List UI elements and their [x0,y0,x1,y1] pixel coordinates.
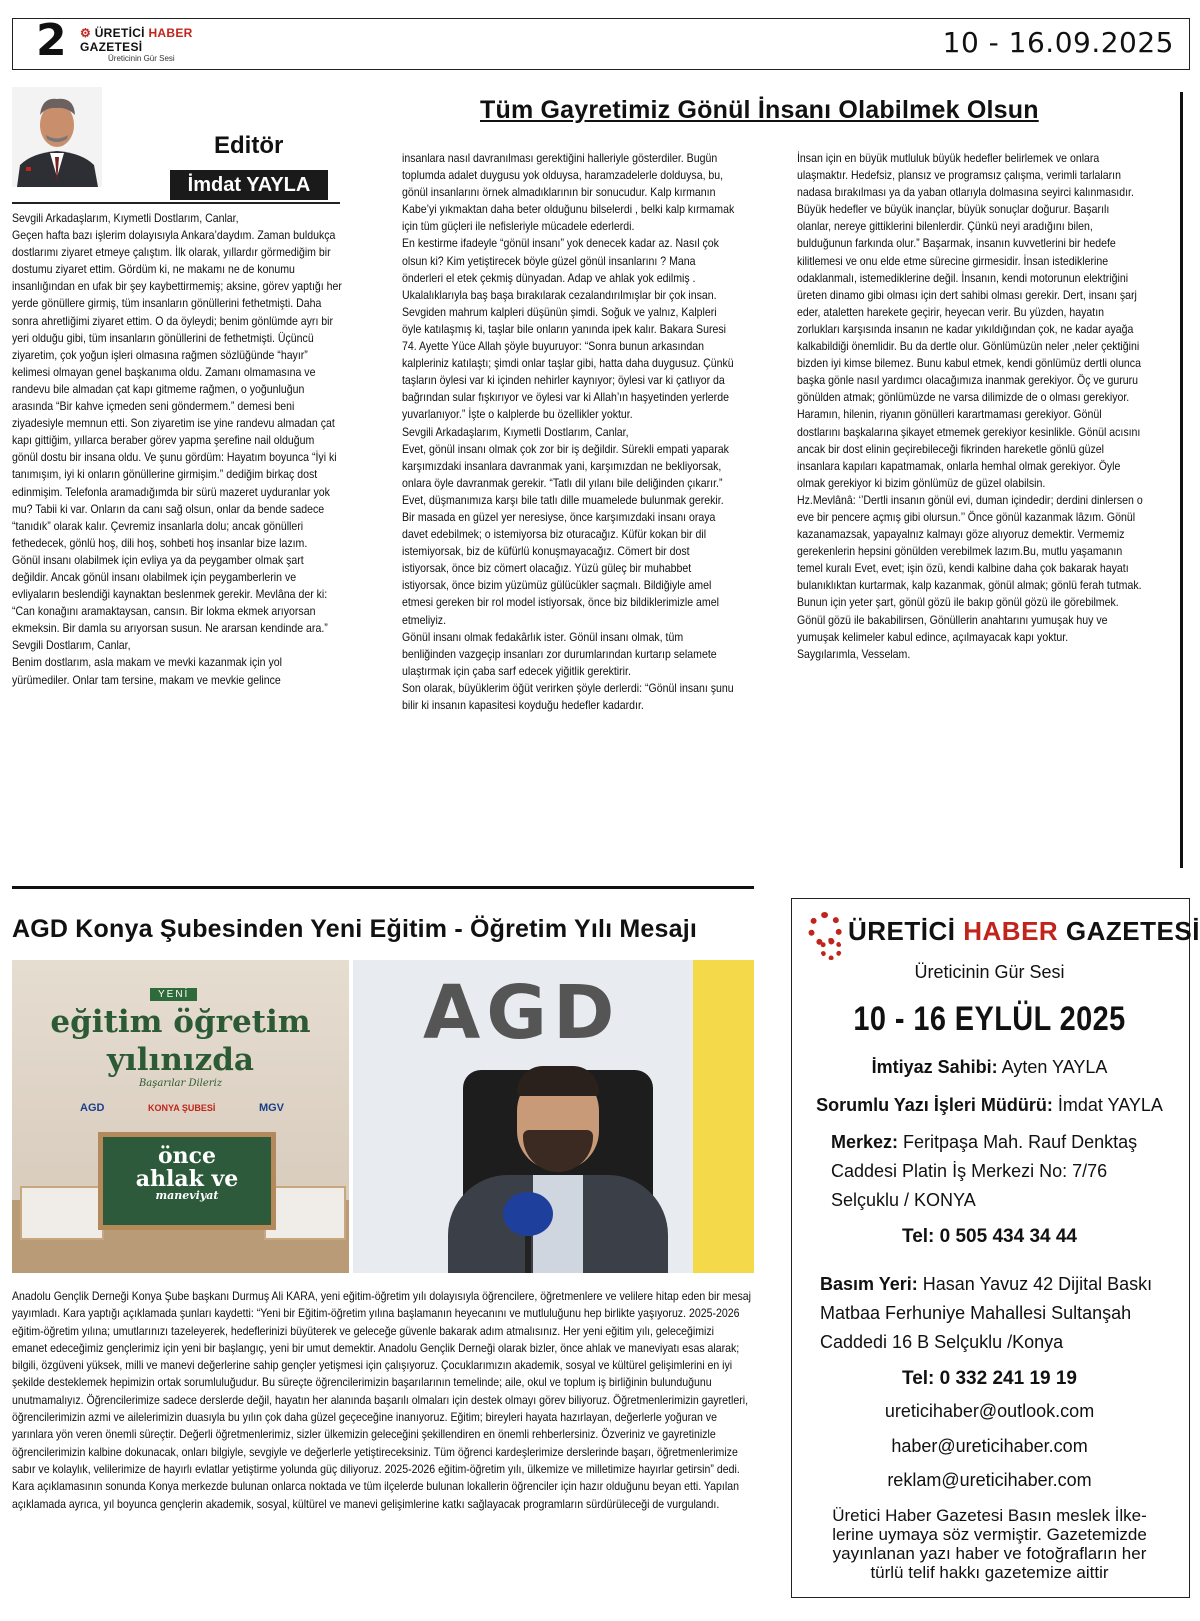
poster-headline-1: eğitim öğretim [50,1004,311,1040]
editor-in-chief-label: Sorumlu Yazı İşleri Müdürü: [816,1095,1053,1115]
desk-right [264,1186,346,1240]
masthead-date: 10 - 16 EYLÜL 2025 [853,1000,1126,1038]
headquarters-phone: Tel: 0 505 434 34 44 [902,1226,1077,1247]
editor-divider [12,202,340,204]
article-column-1 [12,210,342,689]
email-ads[interactable]: reklam@ureticihaber.com [887,1470,1092,1490]
agd-logo: AGD [80,1102,105,1114]
header-logo [80,26,240,63]
printing-line-3: Caddedi 16 B Selçuklu /Konya [820,1332,1064,1352]
masthead-logo-word2: HABER [963,916,1059,946]
agd-sign: AGD [423,970,621,1056]
printing-label: Basım Yeri: [820,1274,918,1294]
poster-logos [80,1098,284,1118]
agd-article-body: Anadolu Gençlik Derneği Konya Şube başkanı Durmuş Ali KARA, yeni eğitim-öğretim yılı dolayısıyla öğrencilere, öğretmenlere ve velilere hitap eden bir mesaj yayımladı. Kara yaptığı açıklamada şunları kaydetti: “Yeni bir Eğitim-öğretim yılına başlamanın heyecanını ve mutluluğunu hep birlikte yaşıyoruz. 2025-2026 eğitim-öğretim yılına; umutlarınızı tazeleyerek, hedeflerinizi büyüterek ve geleceğe güvenle bakarak adım atmalısınız. Her yeni eğitim yılı, geleceğimizi emanet edeceğimiz gençlerimiz için yeni bir başlangıç, yeni bir umut demektir. Anadolu Gençlik Derneği olarak bizler, önce ahlak ve maneviyatı esas alarak; bilgili, özgüveni yüksek, milli ve manevi değerlerine sahip gençler yetişmesi için çalışıyoruz. Çocuklarımızın akademik, sosyal ve kültürel gelişimlerini en iyi şekilde desteklemek hepimizin ortak sorumluluğudur. Bu süreçte öğrencilerimizin başarılarının temelinde; aile, okul ve toplum iş birliğinin bulunduğunu unutmamalıyız. Öğrencilerimize sadece derslerde değil, hayatın her alanında başarılı olmaları için destek olmayı görev biliyoruz. Öğretmenlerimizin gayretleri, öğrencilerimizin azmi ve ailelerimizin duasıyla bu yılın çok daha güzel geçeceğine inanıyoruz. Eğitim; bireyleri hayata hazırlayan, değerlerle yoğuran ve yarınlara yön veren önemli süreçtir. Değerli öğretmenlerimiz, sizler ülkemizin geleceğini şekillendiren en önemli rehberlersiniz. Özveriniz ve gayretinizle öğrencilerimizin kalbine dokunacak, onları bilgiyle, sevgiyle ve değerlerle yetiştireceksiniz. Tüm öğrenci kardeşlerimize derslerinde başarı, öğretmenlerimize sabır ve kolaylık, velilerimize de hayırlı evlatlar yetiştirme yolunda güç diliyoruz. 2025-2026 eğitim-öğretim yılı, ülkemize ve milletimize hayırlar getirsin” dedi. Kara açıklamasının sonunda Konya merkezde bulunan onlarca noktada ve tüm ilçelerde bulunan lokallerin öğrenciler için hazır olduğunu beyan etti. Yapılan açıklamada ayrıca, yıl boyunca gençlerin akademik, sosyal, kültürel ve manevi gelişimlerine katkı sağlayacak programların sürdürüleceği de vurgulandı. [12,1289,751,1511]
editor-in-chief-name: İmdat YAYLA [1052,1095,1163,1115]
masthead-slogan: Üreticinin Gür Sesi [914,962,1065,982]
section-divider [12,886,754,889]
header-logo-word2: HABER [148,26,193,40]
paragraph: Geçen hafta bazı işlerim dolayısıyla Ankara’daydım. Zaman buldukça dostlarımı ziyaret etmeye çalıştım. İlk olarak, yıllardır görmediğim bir dostumu ziyaret ettim. Gördüm ki, ne makamı ne de konumu insanlığından en ufak bir şey kaybettirmemiş; aksine, görev yaptığı her yerde gönüllere girmiş, tüm insanların gönüllerini fethetmişti. Daha sonra ahretliğimi ziyaret ettim. O da öyleydi; benim gönlümde ayrı bir yeri olduğu gibi, tüm insanların gönüllerini de fethetmişti. Üçüncü ziyaretim, çok yoğun işleri olmasına rağmen sözlüğünde “hayır” kelimesi olmayan genel başkanıma oldu. Zamanı olmamasına ve randevu bile almadan çat kapı gitmeme rağmen, o yoğunluğun arasında “Bir kahve içmeden seni göndermem.” demesi beni ziyadesiyle memnun etti. Son ziyaretim ise yine randevu almadan çat kapı gittiğim, yıllarca beraber görev yapma şerefine nail olduğum gönül dostu bir insana oldu. Ve şunu gördüm: Hayatım boyunca “İyi ki tanımışım, iyi ki onların gönüllerine girmişim.” dediğim birkaç dost edinmişim. Telefonla aramadığımda bir sürü mazeret uyduranlar yok mu? Tabii ki var. Onların da canı sağ olsun, onlar da bende sadece “tanıdık” olarak kalır. Çevremiz insanlarla dolu; ancak gönülleri fethedecek, gönlü hoş, dili hoş, sohbeti hoş insanlar bize lazım. [12,228,342,550]
editor-name: İmdat YAYLA [170,170,328,200]
paragraph: Sevgili Arkadaşlarım, Kıymetli Dostlarım, Canlar, [402,424,629,439]
board-line-1: önce [157,1143,217,1169]
paragraph: Sevgili Dostlarım, Canlar, [12,638,131,653]
desk-left [20,1186,104,1240]
microphone-stand [525,1236,531,1273]
agd-article-title: AGD Konya Şubesinden Yeni Eğitim - Öğretim Yılı Mesajı [12,915,698,943]
microphone-icon [503,1192,553,1236]
headquarters-line-3: Selçuklu / KONYA [831,1190,976,1210]
gear-small-icon [820,938,842,960]
paragraph: Son olarak, büyüklerim öğüt verirken şöyle derlerdi: “Gönül insanı şunu bilir ki insanın kapasitesi koyduğu hedefler kadardır. [402,680,734,712]
paragraph: İnsan için en büyük mutluluk büyük hedefler belirlemek ve onlara ulaşmaktır. Hedefsiz, plansız ve programsız çalışma, verimli tarlaların nadasa bırakılması ya da yaban otlarıyla dolmasına seyirci kalınmasıdır. Büyük hedefler ve büyük inançlar, büyük sonuçlar doğurur. Başarılı olanlar, nereye gittiklerini bilenlerdir. Çünkü neyi aradığını bilen, bulduğunun farkında olur.” Başarmak, insanın kuvvetlerini bir hedefe kilitlemesi ve onu elde etme sürecine girmesidir. İnsan istediklerine odaklanmalı, istemediklerine değil. İnsanın, kendi motorunun elektriğini üreten dinamo gibi olması için dert sahibi olması gerekir. Dert, insanı şarj eder, ataletten harekete geçirir, heyecan verir. Bu yüzden, hayatın zorlukları karşısında insanın ne kadar yıkıldığından çok, ne kadar ayağa kalkabildiği önemlidir. Bu da dertle olur. Gönlümüzün neler ,neler çektiğini bizden iyi kimse bilemez. Bunu kabul etmek, kendi gönlümüz dertli olunca başka gönle nasıl yardımcı olacağımıza inanmak gerekiyor. Öç ve gururu gönülden atmak; gönlümüzde ne varsa dilimizde de o olması gerekiyor. Haramın, hilenin, riyanın gönülleri karartmaması gerekiyor. Gönül dostlarını başkalarına şikayet etmemek gerekiyor kesinlikle. Gönül acısını ancak bir dost elinin geçirebileceği fikrinden hareketle gönlü güzel insanlara kapıları kapatmamak, onlarla hemhal olmak gerekiyor. Öyle olmak gerekiyor ki bizim gönlümüz de güzel olabilsin. [797,151,1141,490]
printing-phone: Tel: 0 332 241 19 19 [902,1368,1077,1389]
konya-branch-logo: KONYA ŞUBESİ [148,1103,216,1113]
masthead-owner [791,1057,1188,1078]
branch-president-photo [353,960,754,1273]
person-hair [517,1066,599,1096]
paragraph: Gönül insanı olabilmek için evliya ya da peygamber olmak şart değildir. Ancak gönül insanı olabilmek için peygamberlerin ve evliyaların beslendiği kaynaktan beslenmek gerekir. Mevlâna der ki: “Can konağını aramaktaysan, cansın. Bir lokma ekmek arıyorsan ekmeksin. Bir damla su arıyorsan susun. Ne ararsan kendinde ara.” [12,552,328,636]
email-news[interactable]: haber@ureticihaber.com [891,1436,1088,1456]
article-column-3 [797,150,1143,663]
paragraph: Hz.Mevlânâ: ‘’Dertli insanın gönül evi, duman içindedir; derdini dinlersen o eve bir pencere açmış gibi olursun.’’ Önce gönül kazanmak lâzım. Gönül kazanamazsak, yapayalnız kalmayı göze alıyoruz demektir. Vermemiz gerekenlerin hepsini gönülden verebilmek lazım.Bu, mutlu yaşamanın temel kuralı Evet, evet; işin özü, kendi kalbine daha çok bakarak hayatı bulanıklıktan kurtarmak, kalp kazanmak, gönül almak; gönlü ferah tutmak. Bunun için yeter şart, gönül gözü ile bakıp gönül gözü ile görebilmek. Gönül gözü ile bakabilirsen, Gönüllerin anahtarını yumuşak huy ve yumuşak kelimeler kabul edince, açılmayacak kapı yoktur. [797,492,1143,644]
issue-date: 10 - 16.09.2025 [942,26,1174,59]
masthead-logo-word3: GAZETESİ [1058,916,1200,946]
header-logo-slogan: Üreticinin Gür Sesi [108,54,175,63]
paragraph: En kestirme ifadeyle “gönül insanı” yok denecek kadar az. Nasıl çok olsun ki? Kim yetiştirecek böyle güzel gönül insanlarını ? Mana önderleri el etek çekmiş dünyadan. Adap ve ahlak yok edilmiş . Ukalalıklarıyla baş başa bırakılarak cezalandırılmışlar bir çok insan. Sevgiden mahrum kalpleri düşünün şimdi. Soğuk ve yalnız, Kalpleri öyle katılaşmış ki, taşlar bile onların yanında ipek kalır. Bakara Suresi 74. Ayette Yüce Allah şöyle buyuruyor: “Sonra bunun arkasından kalpleriniz katılaştı; şimdi onlar taşlar gibi, hatta daha duygusuz. Çünkü taşların öylesi var ki içinden nehirler kaynıyor; öylesi var ki çatlıyor da bağrından sular fışkırıyor ve öylesi var ki Allah’ın haşyetinden yerlerde yuvarlanıyor.” İşte o kalplerde bu özellikler yoktur. [402,236,734,422]
headquarters-line-1: Feritpaşa Mah. Rauf Denktaş [898,1132,1138,1152]
mgv-logo: MGV [258,1102,284,1114]
board-line-2: ahlak ve [135,1166,239,1192]
copyright-notice: Üretici Haber Gazetesi Basın meslek İlkelerine uymaya söz vermiştir. Gazetemizde yayınlanan yazı haber ve fotoğrafların her türlü telif hakkı gazetemize aittir [832,1506,1147,1582]
editor-label: Editör [214,132,284,159]
poster-subline: Başarılar Dileriz [138,1078,223,1089]
owner-label: İmtiyaz Sahibi: [871,1057,998,1077]
header-logo-title [80,26,240,54]
gear-icon: ⚙ [80,26,92,40]
header-logo-word3: GAZETESİ [80,40,143,54]
yellow-banner [693,960,754,1273]
greeting-poster-image [12,960,349,1273]
printing-line-1: Hasan Yavuz 42 Dijital Baskı [917,1274,1153,1294]
poster-headline-2: yılınızda [106,1042,255,1078]
masthead-headquarters [831,1128,1137,1215]
article-title: Tüm Gayretimiz Gönül İnsanı Olabilmek Olsun [480,96,1039,124]
masthead-logo-word1: ÜRETİCİ [848,916,964,946]
page-number: 2 [36,15,67,66]
poster-badge: YENİ [150,988,197,1001]
owner-name: Ayten YAYLA [997,1057,1108,1077]
article-column-2 [402,150,736,714]
board-line-3: maneviyat [155,1189,219,1202]
headquarters-label: Merkez: [831,1132,899,1152]
masthead-editor [791,1095,1188,1116]
paragraph: Gönül insanı olmak fedakârlık ister. Gönül insanı olmak, tüm benliğinden vazgeçip insanları zor durumlarından kurtarıp selamete ulaştırmak için çaba sarf edecek yiğitlik gerektirir. [402,629,717,678]
paragraph: insanlara nasıl davranılması gerektiğini halleriyle gösterdiler. Bugün toplumda adalet duygusu yok olduysa, haramzadelerle dolduysa, bu, gönül insanlarını örnek almadıklarının bir sonucudur. Kalp kırmanın Kabe’yi yıkmaktan daha beter olduğunu bilselerdi , belki kalp kırmamak için tüm güçleri ile nefisleriyle mücadele ederlerdi. [402,151,735,234]
paragraph: Sevgili Arkadaşlarım, Kıymetli Dostlarım, Canlar, [12,211,239,225]
paragraph: Evet, gönül insanı olmak çok zor bir iş değildir. Sürekli empati yaparak karşımızdaki insanlara davranmak yani, karşımızdan ne bekliyorsak, onlara öyle davranmak gerekir. “Tatlı dil yılanı bile deliğinden çıkarır.” Evet, düşmanımıza karşı bile tatlı dille muamelede bulunmak gerekir. Bir masada en güzel yer neresiyse, önce karşımızdaki insanı oraya davet edebilmek; o istemiyorsa biz oturacağız. Küfür kokan bir dil istemiyorsak, biz de küfürlü konuşmayacağız. Cömert bir dost istiyorsak, önce biz cömert olacağız. Yüzü güleç bir muhabbet istiyorsak, önce bizim yüzümüz gülücükler saçmalı. Bildiğiyle amel etmesi gereken bir rol model istiyorsak, önce biz bildiklerimizle amel etmeliyiz. [402,441,729,627]
printing-line-2: Matbaa Ferhuniye Mahallesi Sultanşah [820,1303,1132,1323]
masthead-printing [820,1270,1152,1357]
email-outlook[interactable]: ureticihaber@outlook.com [884,1401,1095,1421]
masthead-logo-title [848,916,1200,947]
paragraph: Saygılarımla, Vesselam. [797,646,911,661]
header-logo-word1: ÜRETİCİ [94,26,149,40]
column-rule [1180,92,1183,868]
headquarters-line-2: Caddesi Platin İş Merkezi No: 7/76 [831,1161,1108,1181]
paragraph: Benim dostlarım, asla makam ve mevki kazanmak için yol yürümediler. Onlar tam tersine, makam ve mevkie gelince [12,655,282,687]
editor-photo [12,87,102,187]
chalkboard [98,1132,276,1230]
